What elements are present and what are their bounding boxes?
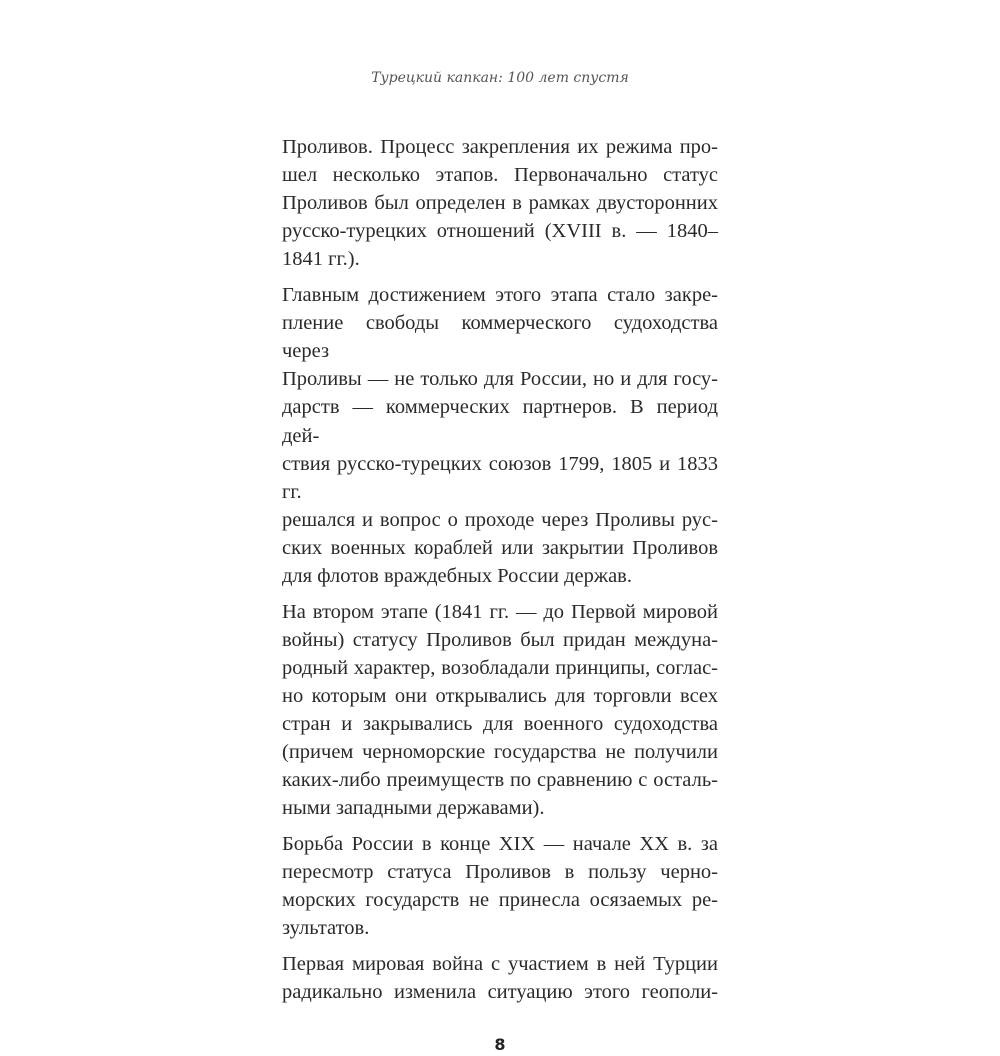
text-line: радикально изменила ситуацию этого геополи-	[282, 981, 718, 1004]
paragraph	[282, 133, 718, 273]
text-line: Первая мировая война с участием в ней Турции	[282, 953, 718, 975]
text-line: но которым они открывались для торговли всех	[282, 684, 718, 707]
text-line: Проливы — не только для России, но и для госу-	[282, 368, 718, 391]
running-header: Турецкий капкан: 100 лет спустя	[371, 70, 629, 86]
text-line: (причем черноморские государства не получили	[282, 741, 718, 764]
text-line: ными западными державами).	[282, 797, 545, 820]
text-line: решался и вопрос о проходе через Проливы рус-	[282, 508, 718, 531]
body-text	[282, 133, 718, 1014]
text-line: русско-турецких отношений (XVIII в. — 1840–	[282, 220, 718, 243]
text-line: морских государств не принесла осязаемых ре-	[282, 889, 718, 912]
page-number: 8	[494, 1034, 506, 1054]
text-line: Проливов. Процесс закрепления их режима про-	[282, 136, 718, 158]
paragraph	[282, 281, 718, 590]
text-line: Главным достижением этого этапа стало закре-	[282, 284, 718, 307]
text-line: войны) статусу Проливов был придан междуна-	[282, 628, 718, 651]
text-line: ских военных кораблей или закрытии Проливов	[282, 536, 718, 559]
text-line: каких-либо преимуществ по сравнению с осталь-	[282, 769, 718, 792]
text-line: На втором этапе (1841 гг. — до Первой мировой	[282, 600, 718, 623]
text-line: пление свободы коммерческого судоходства через	[282, 312, 718, 363]
text-line: 1841 гг.).	[282, 248, 360, 271]
text-line: зультатов.	[282, 917, 370, 940]
paragraph	[282, 950, 718, 1006]
text-line: пересмотр статуса Проливов в пользу черно-	[282, 861, 718, 884]
text-line: стран и закрывались для военного судоходства	[282, 713, 718, 736]
paragraph	[282, 598, 718, 823]
text-line: дарств — коммерческих партнеров. В период дей-	[282, 396, 718, 447]
text-line: ствия русско-турецких союзов 1799, 1805 и 1833 гг.	[282, 452, 718, 503]
text-line: Проливов был определен в рамках двусторонних	[282, 192, 718, 215]
text-line: шел несколько этапов. Первоначально статус	[282, 164, 718, 187]
paragraph	[282, 830, 718, 942]
text-line: родный характер, возобладали принципы, соглас-	[282, 656, 718, 679]
text-line: Борьба России в конце XIX — начале XX в. за	[282, 833, 718, 856]
text-line: для флотов враждебных России держав.	[282, 565, 632, 587]
